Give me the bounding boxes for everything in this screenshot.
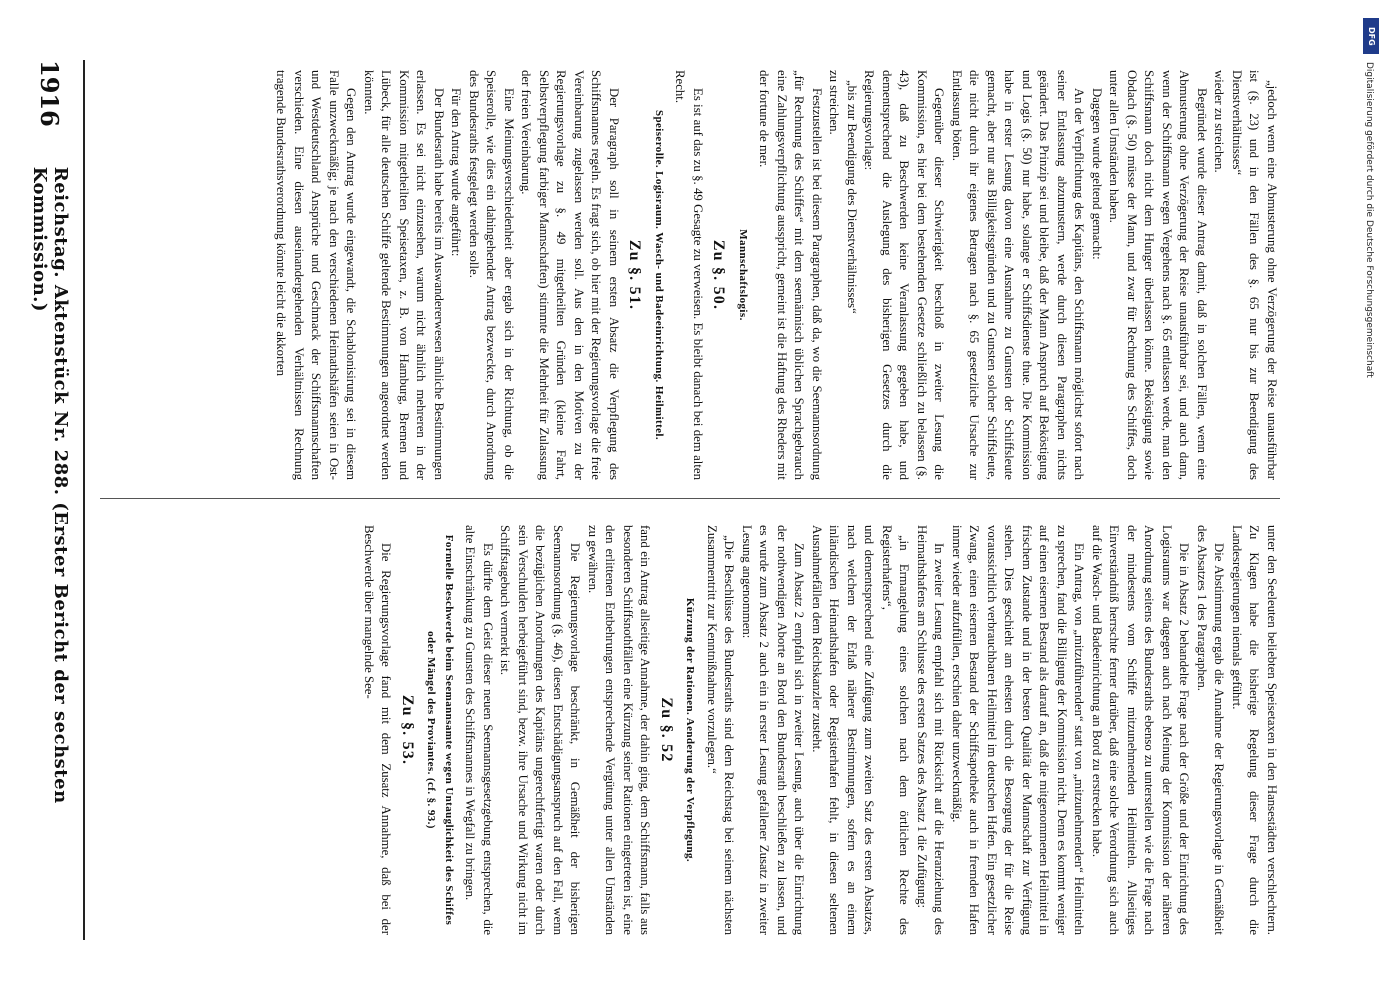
- paragraph: Begründet wurde dieser Antrag damit, daß in solchen Fällen, wenn eine Abmusterung ohne Verzögerung der Reise unausführbar sei, und auch dann, wenn der Schiffsmann wegen Vergehens nach §. 65 entlassen werde, man den Schiffsmann doch nicht dem Hunger überlassen könne. Beköstigung sowie Obdach (§. 50) müsse der Mann, und zwar für Rechnung des Schiffes, doch unter allen Umständen haben.: [1107, 70, 1209, 480]
- paragraph: Der Bundesrath habe bereits im Auswandererwesen ähnliche Bestimmungen erlassen. Es sei nicht einzusehen, warum nicht ähnlich mehreren in der Kommission mitgetheilten Speisetaxen, z. B. von Hamburg, Bremen und Lübeck, für alle deutschen Schiffe geltende Bestimmungen angeordnet werden könnten.: [362, 70, 446, 480]
- paragraph: Festzustellen ist bei diesem Paragraphen, daß da, wo die Seemannsordnung „für Rechnung des Schiffes“ mit dem seemännisch üblichen Sprachgebrauch eine Zahlungsverpflichtung ausspricht, gemeint ist die Haftung des Rheders mit der fortune de mer.: [757, 70, 824, 480]
- paragraph: Ein Antrag, von „mitzuführenden“ statt von „mitzunehmenden“ Heilmitteln zu sprechen, fand die Billigung der Kommission nicht. Denn es kommt weniger auf einen eisernen Bestand als darauf an, daß die mitgenommenen Heilmittel in frischem Zustande und in der besten Qualität der Mannschaft zur Verfügung stehen. Dies geschieht am ehesten durch die Besorgung der für die Reise voraussichtlich verbrauchbaren Heilmittel im deutschen Hafen. Ein gesetzlicher Zwang, einen eisernen Bestand der Schiffsapotheke auch in fremden Hafen immer wieder aufzufüllen, erschien daher unzweckmäßig.: [950, 525, 1087, 935]
- paragraph: unter den Seeleuten beliebten Speisetaxen in den Hansestädten verschlechtern. Zu Klagen habe die bisherige Regelung dieser Frage durch die Landesregierungen niemals geführt.: [1230, 525, 1279, 935]
- marginal-heading: Kürzung der Rationen. Aenderung der Verpflegung.: [684, 597, 697, 863]
- paragraph: wieder zu streichen.: [1212, 70, 1227, 173]
- paragraph: Gegenüber dieser Schwierigkeit beschloß in zweiter Lesung die Kommission, es hier bei dem bestehenden Gesetze schließlich zu belassen (§. 43), daß zu Beschwerden keine Veranlassung gegeben habe, und dementsprechend die Auslegung des bisherigen Gesetzes durch die Regierungsvorlage:: [862, 70, 947, 480]
- paragraph: An der Verpflichtung des Kapitäns, den Schiffsmann möglichst sofort nach seiner Entlassung abzumustern, werde durch diesen Paragraphen nichts geändert. Das Prinzip sei und bleibe, daß der Mann Anspruch auf Beköstigung und Logis (§. 50) nur habe, solange er Schiffsdienste thue. Die Kommission habe in erster Lesung davon eine Ausnahme zu Gunsten der Schiffsleute gemacht, aber nur aus Billigkeitsgründen und zu Gunsten solcher Schiffsleute, die nicht durch ihr eigenes Betragen nach §. 65 gesetzliche Ursache zur Entlassung böten.: [950, 70, 1087, 480]
- section-heading: Zu §. 51.: [626, 239, 644, 311]
- marginal-heading: Formelle Beschwerde beim Seemannsamte wegen Untauglichkeit des Schiffes oder Mängel des Proviantes. (cf. §. 93.): [425, 534, 455, 926]
- paragraph: Zum Absatz 2 empfahl sich in zweiter Lesung, auch über die Einrichtung der nothwendigen Aborte an Bord den Bundesrath beschließen zu lassen, und es wurde zum Absatz 2 auch ein in erster Lesung gefallener Zusatz in zweiter Lesung angenommen:: [740, 525, 807, 935]
- paragraph: Es ist auf das zu §. 49 Gesagte zu verweisen. Es bleibt danach bei dem alten Recht.: [673, 70, 705, 480]
- section-heading: Zu §. 53.: [399, 694, 416, 766]
- page-title: Reichstag. Aktenstück Nr. 288. (Erster Bericht der sechsten Kommission.): [29, 166, 71, 804]
- page-header: [30, 60, 70, 940]
- digitization-credit: Digitalisierung gefördert durch die Deutsche Forschungsgemeinschaft: [1364, 62, 1374, 378]
- paragraph: Es dürfte dem Geist dieser neuen Seemannsgesetzgebung entsprechen, die alte Einschränkung zu Gunsten des Schiffsmannes in Wegfall zu bringen.: [463, 525, 495, 935]
- header-rule: [83, 60, 85, 940]
- paragraph: Dagegen wurde geltend gemacht:: [1090, 88, 1104, 260]
- quoted-paragraph: „Die Beschlüsse des Bundesraths sind dem Reichstag bei seinem nächsten Zusammentritt zur Kenntnißnahme vorzulegen.“: [705, 525, 737, 935]
- quoted-paragraph: „in Ermangelung eines solchen nach dem örtlichen Rechte des Registerhafens“,: [880, 525, 912, 935]
- paragraph: fand ein Antrag allseitige Annahme, der dahin ging, dem Schiffsmann, falls aus besonderen Schiffsnothfällen eine Kürzung seiner Rationen eingetreten ist, eine den erlittenen Entbehrungen entsprechende Vergütung unter allen Umständen zu gewähren.: [586, 525, 653, 935]
- section-heading: Zu §. 50.: [710, 239, 728, 311]
- paragraph: Die in Absatz 2 behandelte Frage nach der Größe und der Einrichtung des Logisraums war dagegen auch nach Meinung der Kommission der näheren Anordnung seitens des Bundesraths ebenso zu unterstellen wie die Frage nach der mindestens vom Schiffe mitzunehmenden Heilmitteln. Allseitiges Einverständniß herrschte ferner darüber, daß eine solche Verordnung sich auch auf die Wasch- und Badeeinrichtung an Bord zu erstrecken habe.: [1090, 525, 1192, 935]
- page-number: 1916: [35, 60, 65, 127]
- column-divider: [100, 498, 1280, 499]
- paragraph: Der Paragraph soll in seinem ersten Absatz die Verpflegung des Schiffsmannes regeln. Es fragt sich, ob hier mit der Regierungsvorlage die freie Vereinbarung zugelassen werden soll. Aus den in den Motiven zu der Regierungsvorlage zu §. 49 mitgetheilten Gründen (kleine Fahrt, Selbstverpflegung farbiger Mannschaften) stimmte die Mehrheit für Zulassung der freien Vereinbarung.: [519, 70, 621, 480]
- marginal-heading: Mannschaftslogis.: [737, 229, 749, 321]
- paragraph: und dementsprechend eine Zufügung zum zweiten Satz des ersten Absatzes, nach welchem der Erlaß näherer Bestimmungen, sofern es an einem inländischen Heimathshafen oder Registerhafen fehlt, in diesen seltenen Ausnahmefällen dem Reichskanzler zusteht.: [810, 525, 877, 935]
- quoted-paragraph: „bis zur Beendigung des Dienstverhältnisses“: [845, 80, 859, 314]
- paragraph: Gegen den Antrag wurde eingewandt, die Schablonisirung sei in diesem Falle unzweckmäßig; je nach den verschiedenen Heimathshäfen seien in Ost- und Westdeutschland Ansprüche und Geschmack der Schiffsmannschaften verschieden. Eine diesen auseinandergehenden Verhältnissen Rechnung tragende Bundesrathsverordnung könnte leicht die akkorten: [274, 70, 359, 480]
- paragraph: Eine Meinungsverschiedenheit aber ergab sich in der Richtung, ob die Speiserolle, wie dies ein dahingehender Antrag bezweckte, durch Anordnung des Bundesraths festgelegt werden solle.: [467, 70, 516, 480]
- paragraph: Die Regierungsvorlage beschränkt, in Gemäßheit der bisherigen Seemannsordnung (§. 46), diesen Entschädigungsanspruch auf den Fall, wenn die bezüglichen Anordnungen des Kapitäns ungerechtfertigt waren oder durch sein Verschulden herbeigeführt sind, bezw. ihre Ursache und Wirkung nicht im Schiffstagebuch vermerkt ist.: [498, 525, 583, 935]
- paragraph: Die Abstimmung ergab die Annahme der Regierungsvorlage in Gemäßheit des Absatzes 1 des Paragraphen.: [1195, 525, 1227, 935]
- left-text-column: [100, 70, 1280, 480]
- section-heading: Zu §. 52: [658, 697, 675, 763]
- quoted-paragraph: „jedoch wenn eine Abmusterung ohne Verzögerung der Reise unausführbar ist (§. 23) und in den Fällen des §. 65 nur bis zur Beendigung des Dienstverhältnisses“: [1230, 70, 1279, 480]
- dfg-logo: DFG: [1363, 18, 1379, 54]
- digitization-sidebar: [1362, 10, 1380, 990]
- paragraph: Für den Antrag wurde angeführt:: [449, 88, 464, 257]
- paragraph: Die Regierungsvorlage fand mit dem Zusatz Annahme, daß bei der Beschwerde über mangelnde See-: [362, 525, 394, 935]
- right-text-column: [100, 525, 1280, 935]
- marginal-heading: Speiserolle. Logisraum. Wasch- und Badeeinrichtung. Heilmittel.: [653, 109, 665, 441]
- paragraph: zu streichen.: [827, 70, 842, 135]
- paragraph: In zweiter Lesung empfahl sich mit Rücksicht auf die Heranziehung des Heimathshafens am Schlusse des ersten Satzes des Absatz 1 die Zufügung:: [915, 525, 947, 935]
